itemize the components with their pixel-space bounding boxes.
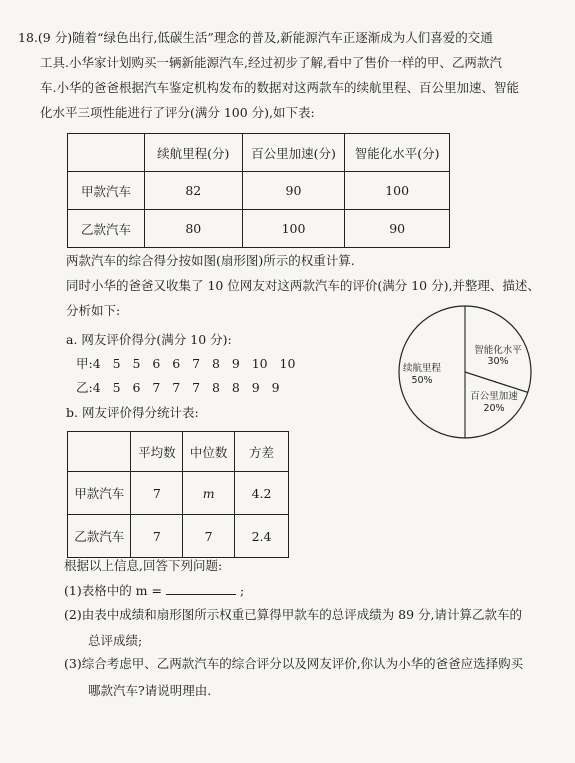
table-cell: 100 (242, 210, 345, 248)
table-cell: 90 (345, 210, 450, 248)
question-3-line-1: (3)综合考虑甲、乙两款汽车的综合评分以及网友评价,你认为小华的爸爸应选择购买 (64, 656, 524, 671)
table-cell: 乙款汽车 (68, 515, 131, 558)
table-header-cell: 中位数 (183, 432, 235, 472)
table-row (68, 472, 289, 515)
question-line-3: 车.小华的爸爸根据汽车鉴定机构发布的数据对这两款车的续航里程、百公里加速、智能 (40, 80, 519, 95)
table-row (68, 210, 450, 248)
table-header-cell (68, 134, 145, 172)
question-3-line-2: 哪款汽车?请说明理由. (88, 683, 212, 698)
pie-percent-intelligence: 30% (487, 356, 509, 367)
question-line-2: 工具.小华家计划购买一辆新能源汽车,经过初步了解,看中了售价一样的甲、乙两款汽 (40, 55, 502, 70)
table-cell: 90 (242, 172, 345, 210)
pie-label-intelligence: 智能化水平 (474, 345, 522, 356)
table-row (68, 515, 289, 558)
pie-divider-lower (465, 372, 528, 392)
table-cell: 7 (131, 515, 183, 558)
table-row (68, 172, 450, 210)
pie-label-acceleration: 百公里加速 (470, 391, 518, 402)
table-cell: 甲款汽车 (68, 172, 145, 210)
pie-percent-range: 50% (411, 375, 433, 386)
rating-stats-table (67, 431, 289, 558)
table-cell: 7 (183, 515, 235, 558)
table-cell: 乙款汽车 (68, 210, 145, 248)
question-2-line-1: (2)由表中成绩和扇形图所示权重已算得甲款车的总评成绩为 89 分,请计算乙款车的 (64, 607, 523, 622)
part-a-title: a. 网友评价得分(满分 10 分): (66, 332, 232, 347)
yi-ratings: 乙:4 5 6 7 7 7 8 8 9 9 (76, 380, 280, 395)
survey-text-continued: 分析如下: (66, 303, 121, 318)
question-line-1: 18.(9 分)随着“绿色出行,低碳生活”理念的普及,新能源汽车正逐渐成为人们喜爱的交通 (18, 30, 493, 45)
table-cell: 7 (131, 472, 183, 515)
question-number: 18. (18, 30, 38, 45)
weight-pie-chart (395, 300, 545, 450)
table-header-cell (68, 432, 131, 472)
part-b-title: b. 网友评价得分统计表: (66, 405, 199, 420)
table-cell: 甲款汽车 (68, 472, 131, 515)
table-header-cell: 平均数 (131, 432, 183, 472)
table-cell: m (183, 472, 235, 515)
table-header-row (68, 432, 289, 472)
pie-percent-acceleration: 20% (483, 403, 505, 414)
table-cell: 100 (345, 172, 450, 210)
jia-ratings: 甲:4 5 5 6 6 7 8 9 10 10 (76, 356, 296, 371)
weight-text: 两款汽车的综合得分按如图(扇形图)所示的权重计算. (66, 253, 355, 268)
survey-text: 同时小华的爸爸又收集了 10 位网友对这两款汽车的评价(满分 10 分),并整理、描述、 (66, 278, 540, 293)
table-header-cell: 智能化水平(分) (345, 134, 450, 172)
questions-intro: 根据以上信息,回答下列问题: (64, 558, 223, 573)
table-header-cell: 续航里程(分) (144, 134, 242, 172)
table-header-cell: 百公里加速(分) (242, 134, 345, 172)
answer-blank[interactable] (166, 583, 236, 595)
performance-score-table (67, 133, 450, 248)
table-cell: 80 (144, 210, 242, 248)
question-1: (1)表格中的 m = ; (64, 583, 245, 598)
pie-label-range: 续航里程 (402, 363, 442, 374)
table-cell: 2.4 (235, 515, 289, 558)
question-line-4: 化水平三项性能进行了评分(满分 100 分),如下表: (40, 105, 315, 120)
table-cell: 82 (144, 172, 242, 210)
table-header-cell: 方差 (235, 432, 289, 472)
table-header-row (68, 134, 450, 172)
question-2-line-2: 总评成绩; (88, 633, 143, 648)
table-cell: 4.2 (235, 472, 289, 515)
